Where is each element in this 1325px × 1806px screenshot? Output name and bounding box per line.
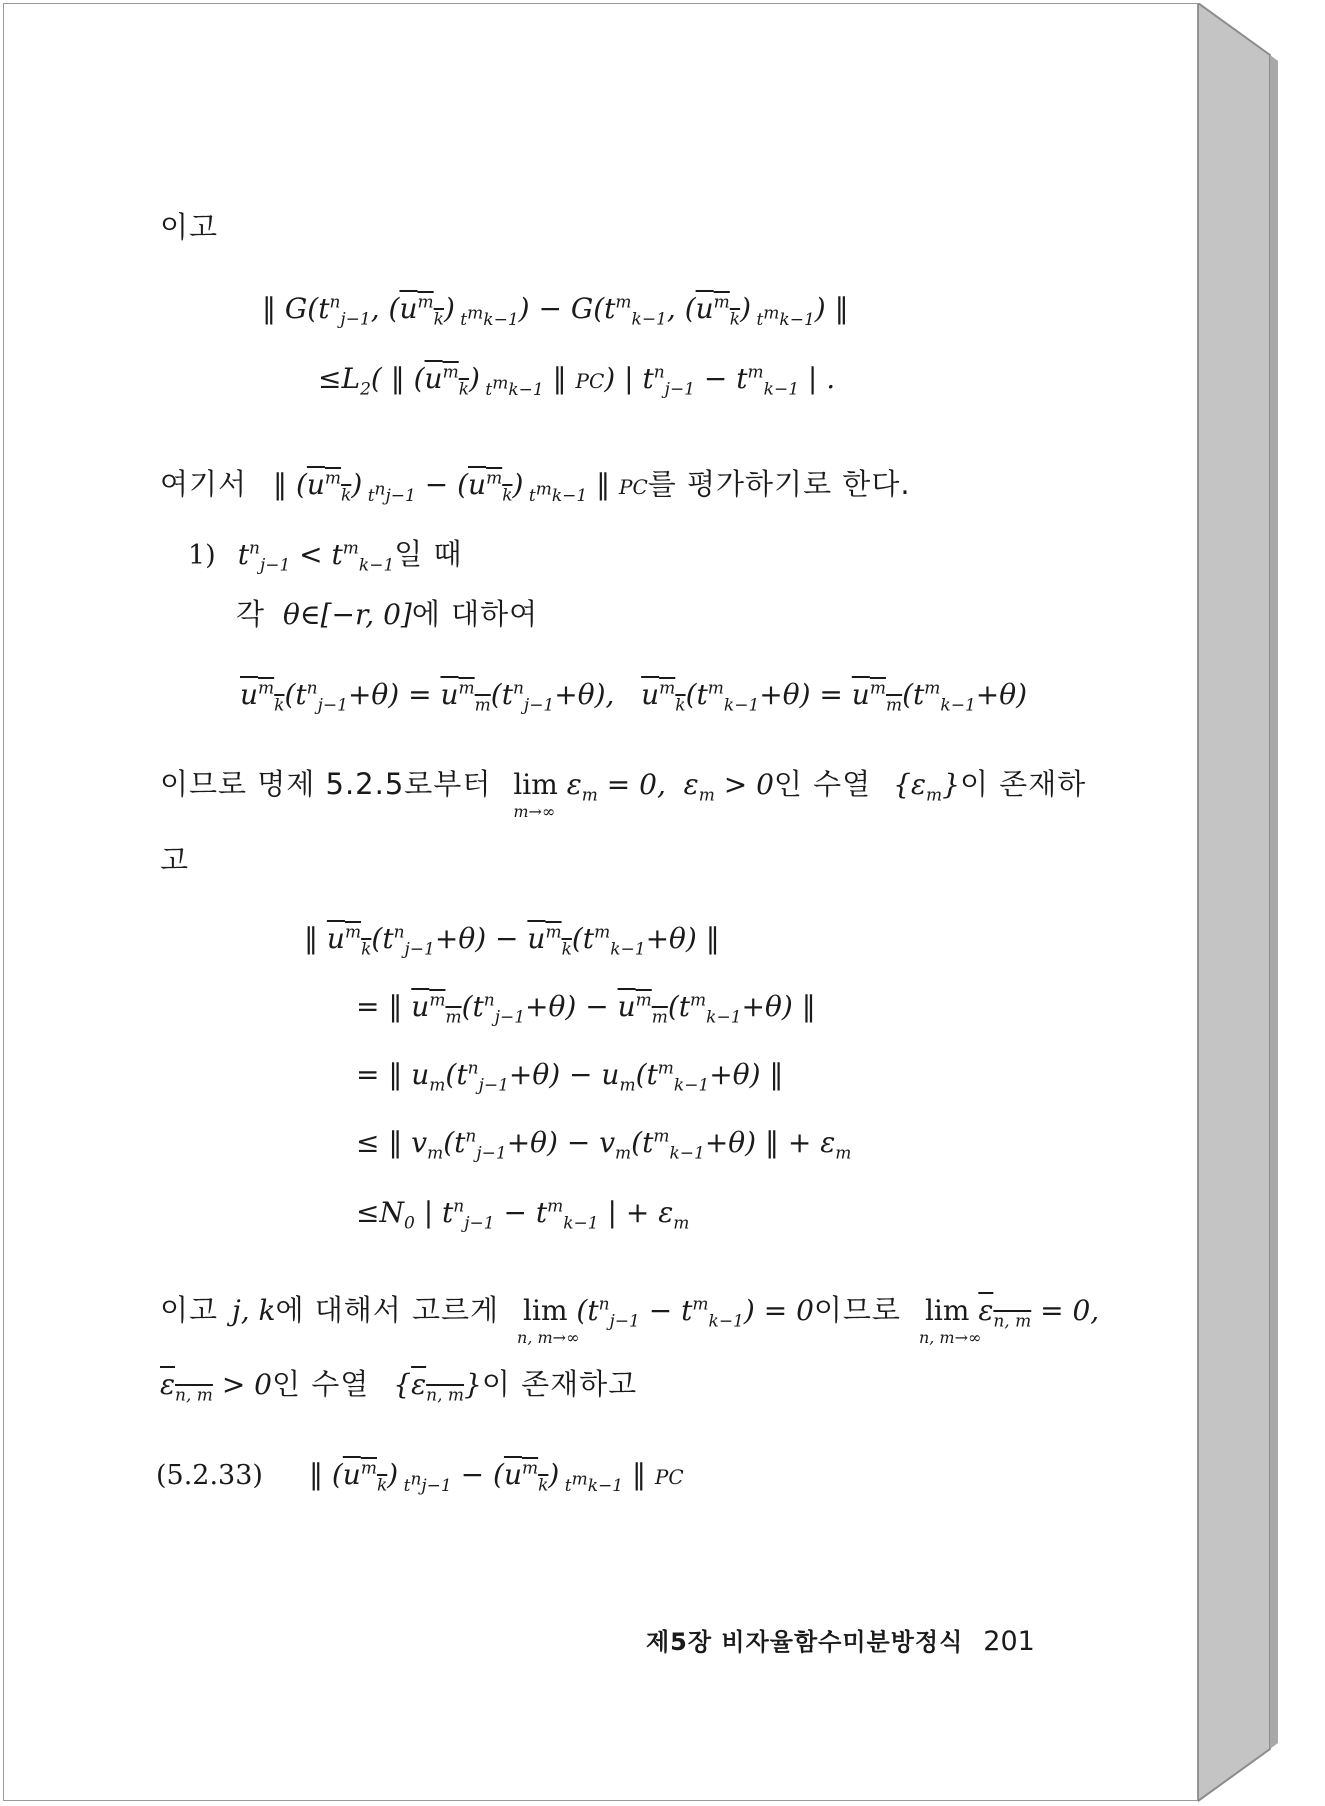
limit-subscript: n, m→∞ — [517, 1328, 580, 1347]
text-segment: 인 수열 — [773, 767, 872, 801]
text-segment: 에 대하여 — [411, 597, 539, 631]
text-segment: 이므로 명제 5.2.5로부터 — [160, 767, 492, 801]
limit-subscript: m→∞ — [513, 802, 556, 821]
numbered-equation: (5.2.33) ‖ $(u^m_k) _{t^nj-1} - (u^m_k)$ $_{t^mk-1}$ ‖ PC — [156, 1458, 684, 1496]
text-segment: 를 평가하기로 한다. — [647, 467, 911, 501]
text-line: 여기서 ‖ $(u^m_k) _{t^nj-1} - (u^m_k)$ $_{t^mk-1}$ ‖ PC를 평가하기로 한다. — [160, 467, 911, 506]
text-segment: 에 대해서 고르게 — [275, 1293, 500, 1327]
text-segment: 인 수열 — [272, 1367, 370, 1401]
equation-term: $G(t^n_{j-1}$, $(u^m_k) _{t^mk-1}) - G(t^m_{k-1}$, $(u^m_k)$ $_{t^mk-1}$) — [284, 292, 826, 330]
text-segment: 이므로 — [813, 1293, 901, 1327]
text-line: 이고 j, k에 대해서 고르게 lim n, m→∞ $(t^n_{j-1} - t^m_{k-1}) = 0$이므로 lim n, m→∞ $\varepsilon_{n, m} = 0$, — [160, 1293, 1100, 1347]
text-segment: 일 때 — [394, 537, 463, 571]
page-footer — [646, 1622, 1035, 1657]
equation: ≤ ‖ $v_m(t^n_{j-1}+\theta) - v_m(t^m_{k-1}+\theta)$ ‖ + $\varepsilon_m$ — [356, 1126, 852, 1164]
text-line: 이고 — [160, 210, 219, 244]
equation: $\le L_2$( ‖ $(u^m_k)$ $_{t^mk-1}$ ‖ PC) | $t^n_{j-1} - t^m_{k-1}$ | . — [318, 362, 836, 400]
equation: $u^m_k(t^n_{j-1}+\theta) = u^m_m(t^n_{j-1}+\theta)$, $u^m_k(t^m_{k-1}+\theta) = u^m_m(t^m_{k-1}+\theta)$ — [240, 678, 1028, 716]
text-segment: 이 존재하고 — [481, 1367, 638, 1401]
case-label: 1) — [188, 540, 216, 571]
case-line: 1) $t^n_{j-1} < t^m_{k-1}$일 때 — [188, 537, 463, 576]
text-segment: 각 — [236, 597, 266, 631]
text-segment: 여기서 — [160, 467, 248, 501]
text-line: 고 — [160, 843, 190, 877]
text-line: 이므로 명제 5.2.5로부터 lim m→∞ $\varepsilon_m = 0$, $\varepsilon_m > 0$인 수열 $\{\varepsilon_m\}$이 존재하 — [160, 767, 1087, 821]
book-edge — [1198, 3, 1325, 1806]
equation: = ‖ $u^m_m(t^n_{j-1}+\theta) - u^m_m(t^m_{k-1}+\theta)$ ‖ — [356, 990, 816, 1028]
chapter-title: 제5장 비자율함수미분방정식 — [646, 1628, 964, 1656]
equation-number: (5.2.33) — [156, 1460, 263, 1491]
equation: ‖ $u^m_k(t^n_{j-1}+\theta) - u^m_k(t^m_{k-1}+\theta)$ ‖ — [304, 922, 720, 960]
text-line: 각 θ∈[−r, 0]에 대하여 — [236, 597, 539, 631]
text-segment: 이고 — [160, 1293, 219, 1327]
equation: ‖ $G(t^n_{j-1}$, $(u^m_k) _{t^mk-1}) - G(t^m_{k-1}$, $(u^m_k)$ $_{t^mk-1}$) ‖ — [262, 292, 849, 330]
limit-subscript: n, m→∞ — [918, 1328, 982, 1347]
text-line: $\varepsilon_{n, m} > 0$인 수열 $\{\varepsilon_{n, m}\}$이 존재하고 — [160, 1367, 638, 1406]
book-page — [3, 3, 1198, 1801]
page-number: 201 — [983, 1626, 1035, 1657]
equation: = ‖ $u_m(t^n_{j-1}+\theta) - u_m(t^m_{k-1}+\theta)$ ‖ — [356, 1058, 784, 1096]
text-segment: 이 존재하 — [959, 767, 1087, 801]
equation: $\le N_0$ | $t^n_{j-1} - t^m_{k-1}$ | + $\varepsilon_m$ — [356, 1196, 690, 1234]
